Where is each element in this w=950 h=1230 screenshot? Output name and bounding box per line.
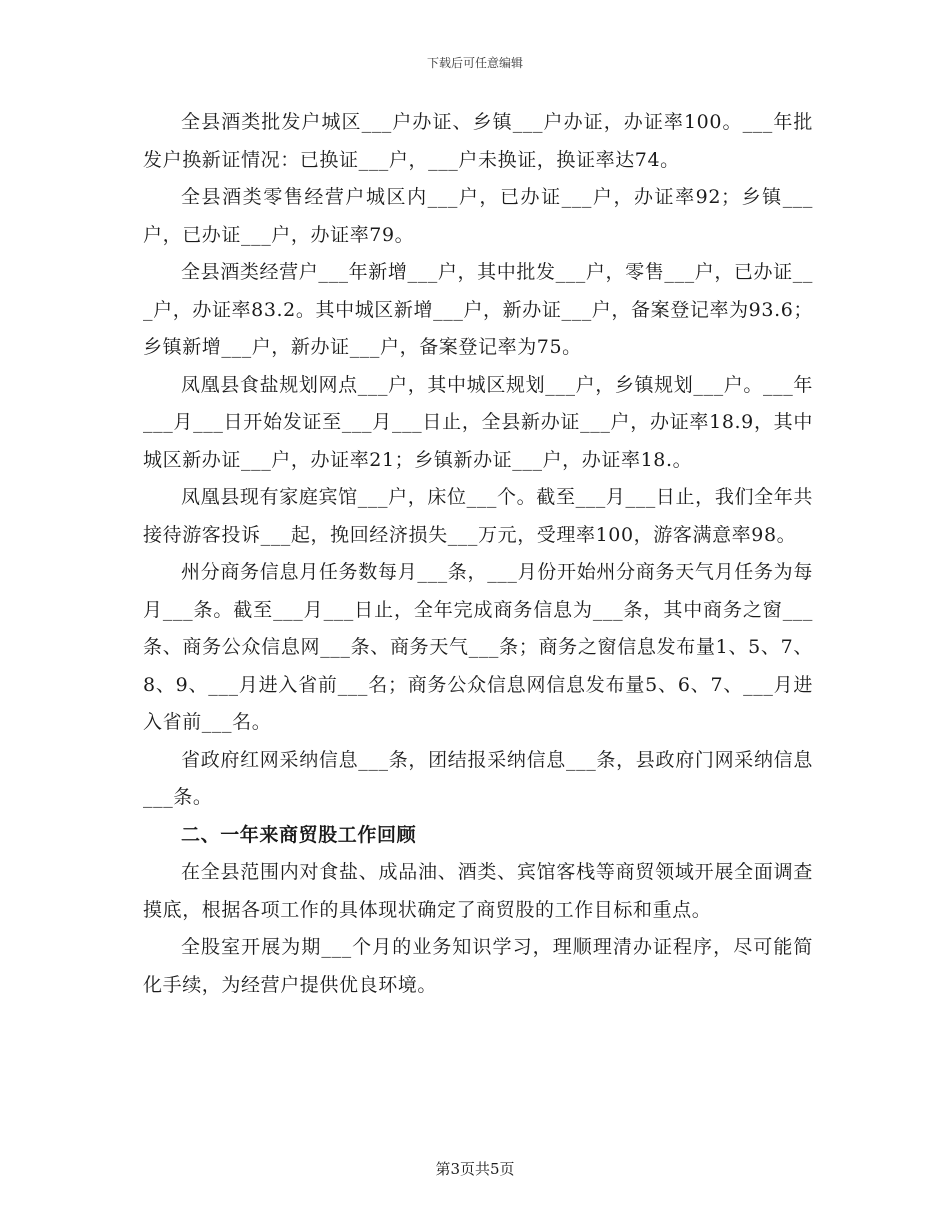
paragraph-info-adoption: 省政府红网采纳信息___条，团结报采纳信息___条，县政府门网采纳信息___条。: [143, 748, 813, 808]
section-heading: 二、一年来商贸股工作回顾: [181, 823, 417, 846]
page-header: 下载后可任意编辑: [426, 56, 523, 70]
document-body: [143, 104, 813, 1004]
paragraph-training: 全股室开展为期___个月的业务知识学习，理顺理清办证程序，尽可能简化手续，为经营户提供优良环境。: [143, 936, 813, 996]
paragraph-liquor-retail: 全县酒类零售经营户城区内___户，已办证___户，办证率92；乡镇___户，已办证___户，办证率79。: [143, 186, 813, 246]
paragraph-survey: 在全县范围内对食盐、成品油、酒类、宾馆客栈等商贸领域开展全面调查摸底，根据各项工作的具体现状确定了商贸股的工作目标和重点。: [143, 861, 813, 921]
paragraph-commerce-info: 州分商务信息月任务数每月___条，___月份开始州分商务天气月任务为每月___条。截至___月___日止，全年完成商务信息为___条，其中商务之窗___条、商务公众信息网___条、商务天气___条；商务之窗信息发布量1、5、7、8、9、___月进入省前___名；商务公众信息网信息发布量5、6、7、___月进入省前___名。: [143, 561, 813, 733]
paragraph-liquor-wholesale: 全县酒类批发户城区___户办证、乡镇___户办证，办证率100。___年批发户换新证情况：已换证___户，___户未换证，换证率达74。: [143, 111, 813, 171]
paragraph-liquor-new-operators: 全县酒类经营户___年新增___户，其中批发___户，零售___户，已办证___户，办证率83.2。其中城区新增___户，新办证___户，备案登记率为93.6；乡镇新增___户，新办证___户，备案登记率为75。: [143, 261, 813, 358]
paragraph-family-hotels: 凤凰县现有家庭宾馆___户，床位___个。截至___月___日止，我们全年共接待游客投诉___起，挽回经济损失___万元，受理率100，游客满意率98。: [143, 486, 813, 546]
paragraph-salt-outlets: 凤凰县食盐规划网点___户，其中城区规划___户，乡镇规划___户。___年___月___日开始发证至___月___日止，全县新办证___户，办证率18.9，其中城区新办证___户，办证率21；乡镇新办证___户，办证率18.。: [143, 373, 813, 471]
page-footer: 第3页共5页: [435, 1160, 515, 1178]
